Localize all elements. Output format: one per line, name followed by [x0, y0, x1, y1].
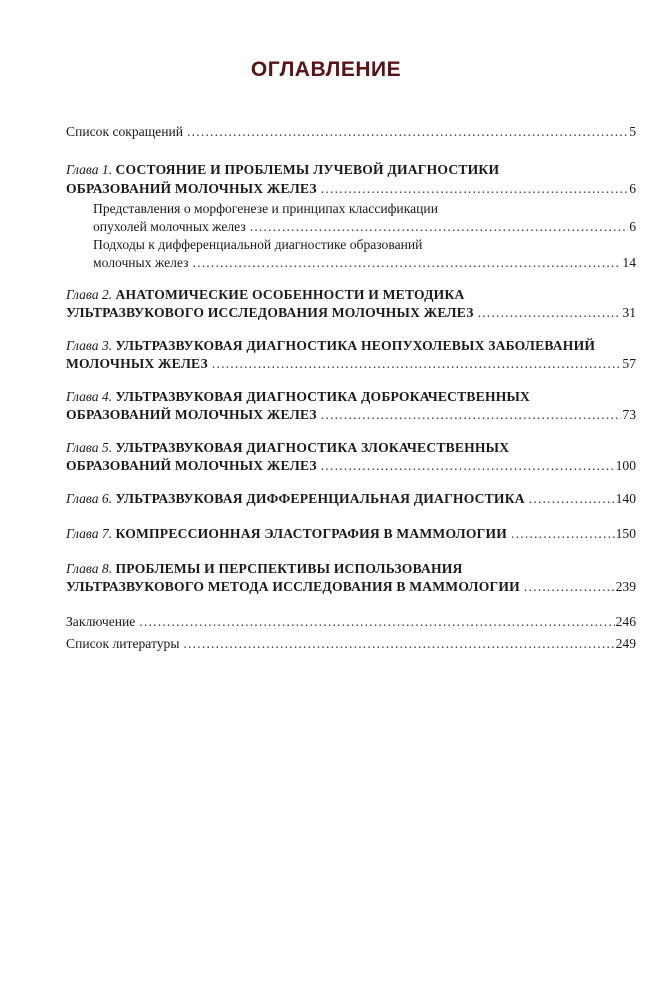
- page-title: ОГЛАВЛЕНИЕ: [250, 58, 402, 81]
- toc-chapter-5-line1[interactable]: [66, 438, 636, 457]
- page-number: 249: [615, 636, 636, 651]
- toc-chapter-2-line2[interactable]: [66, 303, 636, 322]
- leader-dots: [529, 489, 615, 508]
- chapter-title: УЛЬТРАЗВУКОВАЯ ДИФФЕРЕНЦИАЛЬНАЯ ДИАГНОСТИКА: [115, 491, 525, 506]
- page-number: 246: [615, 614, 636, 629]
- page-number: 57: [622, 356, 636, 371]
- chapter-title: УЛЬТРАЗВУКОВАЯ ДИАГНОСТИКА ДОБРОКАЧЕСТВЕННЫХ: [115, 389, 531, 404]
- toc-chapter-6[interactable]: [66, 489, 636, 508]
- toc-chapter-8-line2[interactable]: [66, 577, 636, 596]
- chapter-title-cont: ОБРАЗОВАНИЙ МОЛОЧНЫХ ЖЕЛЕЗ: [66, 458, 317, 473]
- leader-dots: [250, 217, 628, 236]
- toc-chapter-1-line2[interactable]: [66, 179, 636, 198]
- toc-section-1-1-line1[interactable]: [93, 199, 636, 218]
- leader-dots: [187, 122, 628, 141]
- toc-chapter-4-line2[interactable]: [66, 405, 636, 424]
- page-number: 6: [629, 219, 636, 234]
- chapter-title: СОСТОЯНИЕ И ПРОБЛЕМЫ ЛУЧЕВОЙ ДИАГНОСТИКИ: [115, 162, 500, 177]
- toc-entry-text: Список литературы: [66, 636, 180, 651]
- chapter-title: УЛЬТРАЗВУКОВАЯ ДИАГНОСТИКА ЗЛОКАЧЕСТВЕННЫХ: [115, 440, 510, 455]
- toc-chapter-7[interactable]: [66, 524, 636, 543]
- toc-entry-conclusion[interactable]: [66, 612, 636, 631]
- leader-dots: [193, 253, 622, 272]
- page-number: 5: [629, 124, 636, 139]
- leader-dots: [183, 634, 614, 653]
- leader-dots: [212, 354, 622, 373]
- chapter-title-cont: ОБРАЗОВАНИЙ МОЛОЧНЫХ ЖЕЛЕЗ: [66, 407, 317, 422]
- chapter-title: КОМПРЕССИОННАЯ ЭЛАСТОГРАФИЯ В МАММОЛОГИИ: [115, 526, 508, 541]
- toc-entry-references[interactable]: [66, 634, 636, 653]
- leader-dots: [524, 577, 615, 596]
- chapter-title-cont: УЛЬТРАЗВУКОВОГО МЕТОДА ИССЛЕДОВАНИЯ В МАММОЛОГИИ: [66, 579, 520, 594]
- chapter-label: Глава 5.: [66, 440, 113, 455]
- toc-section-1-2-line1[interactable]: [93, 235, 636, 254]
- page-number: 6: [629, 181, 636, 196]
- page-number: 14: [622, 255, 636, 270]
- leader-dots: [321, 456, 615, 475]
- page-number: 239: [615, 579, 636, 594]
- toc-chapter-3-line2[interactable]: [66, 354, 636, 373]
- section-title-cont: опухолей молочных желез: [93, 219, 246, 234]
- section-title: Представления о морфогенезе и принципах классификации: [93, 201, 438, 216]
- toc-section-1-1-line2[interactable]: [93, 217, 636, 236]
- leader-dots: [321, 179, 628, 198]
- chapter-title: ПРОБЛЕМЫ И ПЕРСПЕКТИВЫ ИСПОЛЬЗОВАНИЯ: [115, 561, 463, 576]
- chapter-label: Глава 7.: [66, 526, 113, 541]
- section-title: Подходы к дифференциальной диагностике образований: [93, 237, 423, 252]
- toc-chapter-1-line1[interactable]: [66, 160, 636, 179]
- chapter-title: УЛЬТРАЗВУКОВАЯ ДИАГНОСТИКА НЕОПУХОЛЕВЫХ ЗАБОЛЕВАНИЙ: [115, 338, 596, 353]
- page-number: 31: [622, 305, 636, 320]
- leader-dots: [139, 612, 614, 631]
- page-number: 140: [615, 491, 636, 506]
- page-number: 73: [622, 407, 636, 422]
- chapter-title-cont: УЛЬТРАЗВУКОВОГО ИССЛЕДОВАНИЯ МОЛОЧНЫХ ЖЕЛЕЗ: [66, 305, 474, 320]
- page-number: 100: [615, 458, 636, 473]
- toc-chapter-4-line1[interactable]: [66, 387, 636, 406]
- leader-dots: [321, 405, 622, 424]
- chapter-title-cont: МОЛОЧНЫХ ЖЕЛЕЗ: [66, 356, 208, 371]
- chapter-label: Глава 2.: [66, 287, 113, 302]
- leader-dots: [478, 303, 622, 322]
- leader-dots: [511, 524, 615, 543]
- toc-entry-abbreviations[interactable]: [66, 122, 636, 141]
- section-title-cont: молочных желез: [93, 255, 189, 270]
- toc-chapter-8-line1[interactable]: [66, 559, 636, 578]
- chapter-label: Глава 4.: [66, 389, 113, 404]
- toc-section-1-2-line2[interactable]: [93, 253, 636, 272]
- toc-entry-text: Заключение: [66, 614, 136, 629]
- chapter-label: Глава 1.: [66, 162, 113, 177]
- chapter-title: АНАТОМИЧЕСКИЕ ОСОБЕННОСТИ И МЕТОДИКА: [115, 287, 465, 302]
- page-number: 150: [615, 526, 636, 541]
- toc-chapter-2-line1[interactable]: [66, 285, 636, 304]
- chapter-label: Глава 3.: [66, 338, 113, 353]
- chapter-label: Глава 6.: [66, 491, 113, 506]
- toc-entry-text: Список сокращений: [66, 124, 184, 139]
- chapter-label: Глава 8.: [66, 561, 113, 576]
- toc-chapter-3-line1[interactable]: [66, 336, 636, 355]
- toc-chapter-5-line2[interactable]: [66, 456, 636, 475]
- chapter-title-cont: ОБРАЗОВАНИЙ МОЛОЧНЫХ ЖЕЛЕЗ: [66, 181, 317, 196]
